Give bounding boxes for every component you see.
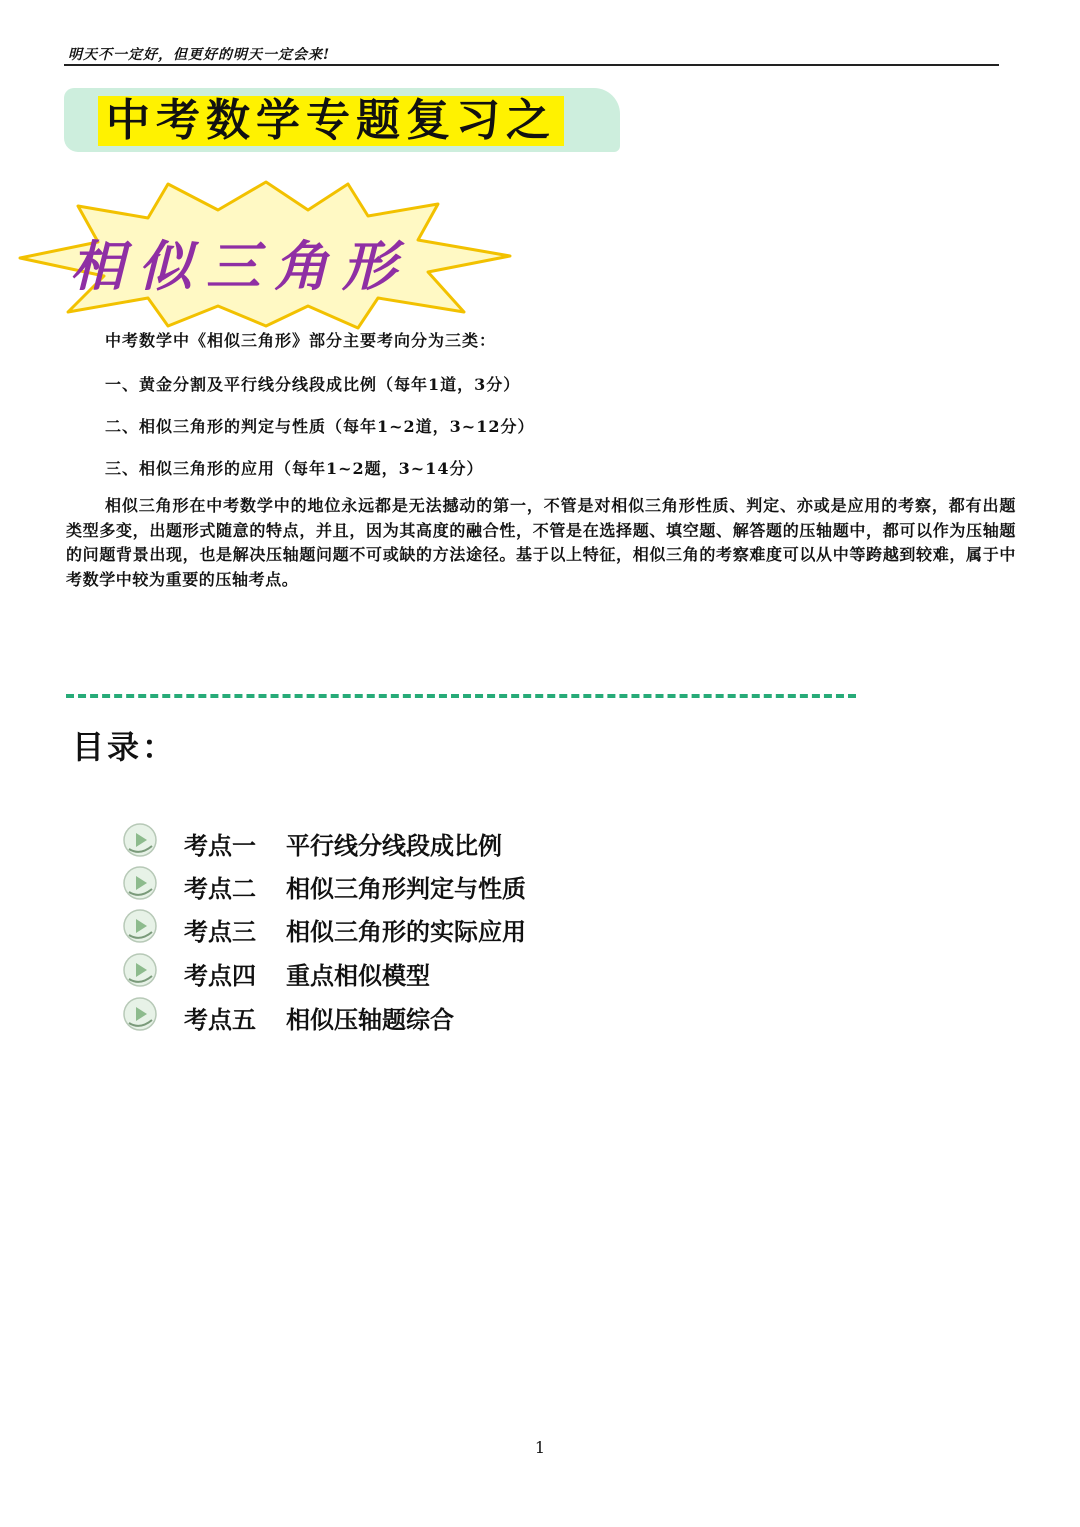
toc-title: 目录： [72, 728, 178, 766]
toc-item-label: 相似压轴题综合 [286, 1006, 454, 1034]
dashed-divider [66, 694, 856, 698]
topic-title: 相似三角形 [70, 235, 410, 298]
header-motto: 明天不一定好，但更好的明天一定会来! [68, 47, 331, 63]
category-3: 三、相似三角形的应用（每年1~2题，3~14分） [105, 459, 484, 478]
toc-item-label: 平行线分线段成比例 [286, 832, 502, 860]
toc-item-point: 考点四 [184, 962, 256, 990]
header-rule [64, 64, 999, 66]
play-bullet-icon [122, 822, 158, 858]
banner-title: 中考数学专题复习之 [98, 96, 564, 146]
toc-item-label: 相似三角形判定与性质 [286, 875, 526, 903]
toc-item-point: 考点二 [184, 875, 256, 903]
intro-lead: 中考数学中《相似三角形》部分主要考向分为三类： [105, 331, 497, 350]
toc-item-label: 重点相似模型 [286, 962, 430, 990]
play-bullet-icon [122, 908, 158, 944]
toc-item-point: 考点一 [184, 832, 256, 860]
page-number: 1 [534, 1438, 546, 1457]
toc-item-point: 考点三 [184, 918, 256, 946]
toc-item-point: 考点五 [184, 1006, 256, 1034]
play-bullet-icon [122, 865, 158, 901]
toc-item-label: 相似三角形的实际应用 [286, 918, 526, 946]
category-1: 一、黄金分割及平行线分线段成比例（每年1道，3分） [105, 375, 521, 394]
intro-paragraph: 相似三角形在中考数学中的地位永远都是无法撼动的第一，不管是对相似三角形性质、判定、亦或是应用的考察，都有出题类型多变，出题形式随意的特点，并且，因为其高度的融合性，不管是在选择题、填空题、解答题的压轴题中，都可以作为压轴题的问题背景出现，也是解决压轴题问题不可或缺的方法途径。基于以上特征，相似三角的考察难度可以从中等跨越到较难，属于中考数学中较为重要的压轴考点。 [66, 496, 1016, 589]
play-bullet-icon [122, 952, 158, 988]
category-2: 二、相似三角形的判定与性质（每年1~2道，3~12分） [105, 417, 535, 436]
play-bullet-icon [122, 996, 158, 1032]
